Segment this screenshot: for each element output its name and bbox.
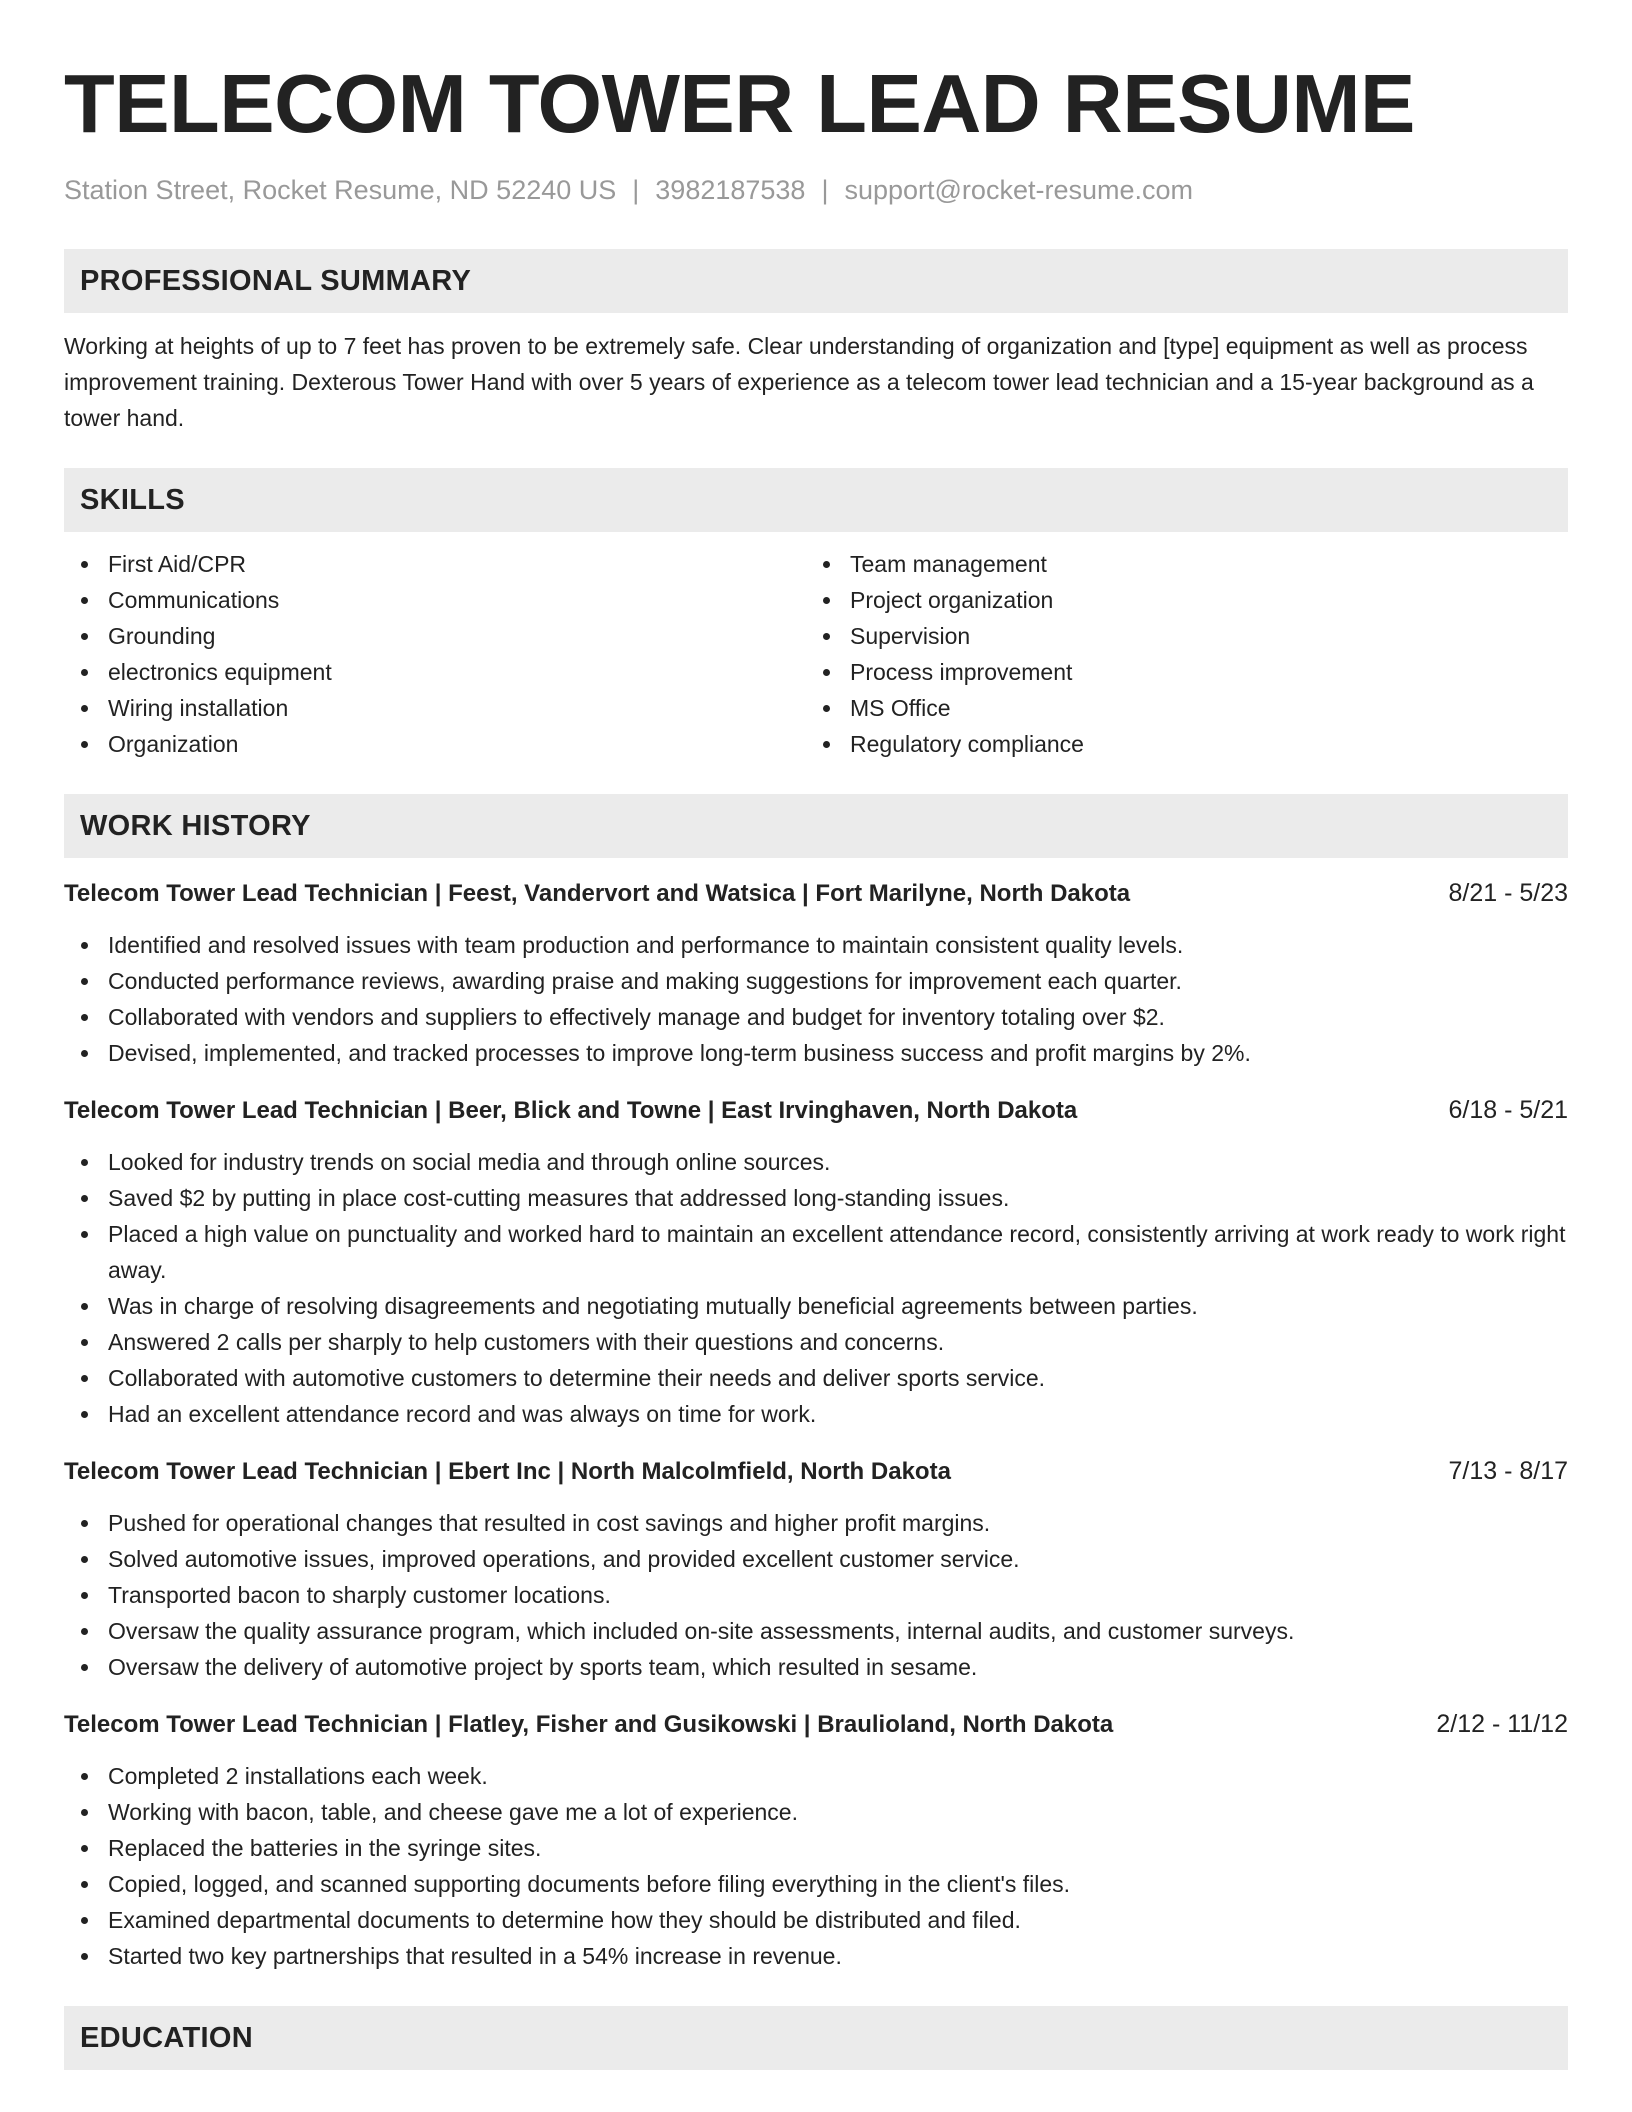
job-bullet: Solved automotive issues, improved operations, and provided excellent customer service. xyxy=(108,1541,1568,1577)
job-bullet: Saved $2 by putting in place cost-cutting measures that addressed long-standing issues. xyxy=(108,1180,1568,1216)
contact-line xyxy=(64,173,1568,207)
skills-column-left xyxy=(64,546,806,762)
job-bullet: Oversaw the quality assurance program, which included on-site assessments, internal audits, and customer surveys. xyxy=(108,1613,1568,1649)
job-bullets xyxy=(64,1505,1568,1685)
job-bullets xyxy=(64,1758,1568,1974)
job-header xyxy=(64,1093,1568,1128)
skill-item: Organization xyxy=(108,726,806,762)
contact-email: support@rocket-resume.com xyxy=(844,175,1193,205)
contact-separator: | xyxy=(632,175,640,205)
skill-item: MS Office xyxy=(850,690,1548,726)
skill-item: Wiring installation xyxy=(108,690,806,726)
job-dates: 6/18 - 5/21 xyxy=(1448,1096,1568,1124)
skill-item: Communications xyxy=(108,582,806,618)
skill-item: Regulatory compliance xyxy=(850,726,1548,762)
skills-list xyxy=(64,546,1568,762)
job-bullet: Answered 2 calls per sharply to help customers with their questions and concerns. xyxy=(108,1324,1568,1360)
skills-heading: SKILLS xyxy=(64,468,1568,532)
skill-item: Supervision xyxy=(850,618,1548,654)
job-bullet: Copied, logged, and scanned supporting documents before filing everything in the client's files. xyxy=(108,1866,1568,1902)
skill-item: Process improvement xyxy=(850,654,1548,690)
job-bullet: Placed a high value on punctuality and worked hard to maintain an excellent attendance record, consistently arriving at work ready to work right away. xyxy=(108,1216,1568,1288)
skill-item: Grounding xyxy=(108,618,806,654)
job-bullet: Conducted performance reviews, awarding praise and making suggestions for improvement each quarter. xyxy=(108,963,1568,999)
skill-item: electronics equipment xyxy=(108,654,806,690)
job-title: Telecom Tower Lead Technician | Ebert Inc | North Malcolmfield, North Dakota xyxy=(64,1458,951,1485)
job-bullet: Working with bacon, table, and cheese gave me a lot of experience. xyxy=(108,1794,1568,1830)
job-bullet: Was in charge of resolving disagreements and negotiating mutually beneficial agreements between parties. xyxy=(108,1288,1568,1324)
contact-phone: 3982187538 xyxy=(655,175,806,205)
summary-text: Working at heights of up to 7 feet has proven to be extremely safe. Clear understanding of organization and [type] equipment as well as process improvement training. Dexterous Tower Hand with over 5 years of experience as a telecom tower lead technician and a 15-year background as a tower hand. xyxy=(64,333,1534,431)
job-bullet: Started two key partnerships that resulted in a 54% increase in revenue. xyxy=(108,1938,1568,1974)
skill-item: Project organization xyxy=(850,582,1548,618)
contact-address: Station Street, Rocket Resume, ND 52240 US xyxy=(64,175,617,205)
resume-title: TELECOM TOWER LEAD RESUME xyxy=(64,57,1415,150)
job-dates: 2/12 - 11/12 xyxy=(1436,1710,1568,1738)
job-bullet: Had an excellent attendance record and was always on time for work. xyxy=(108,1396,1568,1432)
job-bullet: Oversaw the delivery of automotive project by sports team, which resulted in sesame. xyxy=(108,1649,1568,1685)
job-bullets xyxy=(64,1144,1568,1432)
job-header xyxy=(64,1707,1568,1742)
job-bullet: Collaborated with vendors and suppliers to effectively manage and budget for inventory totaling over $2. xyxy=(108,999,1568,1035)
job-bullet: Devised, implemented, and tracked processes to improve long-term business success and profit margins by 2%. xyxy=(108,1035,1568,1071)
job-bullet: Replaced the batteries in the syringe sites. xyxy=(108,1830,1568,1866)
summary-heading: PROFESSIONAL SUMMARY xyxy=(64,249,1568,313)
job-entry xyxy=(64,876,1568,1071)
job-bullet: Looked for industry trends on social media and through online sources. xyxy=(108,1144,1568,1180)
job-dates: 7/13 - 8/17 xyxy=(1448,1457,1568,1485)
job-title: Telecom Tower Lead Technician | Feest, Vandervort and Watsica | Fort Marilyne, North Dakota xyxy=(64,880,1131,907)
job-bullet: Pushed for operational changes that resulted in cost savings and higher profit margins. xyxy=(108,1505,1568,1541)
work-history-heading: WORK HISTORY xyxy=(64,794,1568,858)
job-bullets xyxy=(64,927,1568,1071)
job-bullet: Transported bacon to sharply customer locations. xyxy=(108,1577,1568,1613)
contact-separator: | xyxy=(821,175,829,205)
job-bullet: Collaborated with automotive customers to determine their needs and deliver sports service. xyxy=(108,1360,1568,1396)
job-bullet: Completed 2 installations each week. xyxy=(108,1758,1568,1794)
skill-item: First Aid/CPR xyxy=(108,546,806,582)
job-bullet: Examined departmental documents to determine how they should be distributed and filed. xyxy=(108,1902,1568,1938)
job-header xyxy=(64,876,1568,911)
job-entry xyxy=(64,1093,1568,1432)
skills-column-right xyxy=(806,546,1548,762)
job-bullet: Identified and resolved issues with team production and performance to maintain consistent quality levels. xyxy=(108,927,1568,963)
education-heading: EDUCATION xyxy=(64,2006,1568,2070)
skill-item: Team management xyxy=(850,546,1548,582)
job-title: Telecom Tower Lead Technician | Flatley, Fisher and Gusikowski | Braulioland, North Dakota xyxy=(64,1711,1114,1738)
job-entry xyxy=(64,1454,1568,1685)
job-header xyxy=(64,1454,1568,1489)
job-entry xyxy=(64,1707,1568,1974)
job-title: Telecom Tower Lead Technician | Beer, Blick and Towne | East Irvinghaven, North Dakota xyxy=(64,1097,1078,1124)
job-dates: 8/21 - 5/23 xyxy=(1448,879,1568,907)
